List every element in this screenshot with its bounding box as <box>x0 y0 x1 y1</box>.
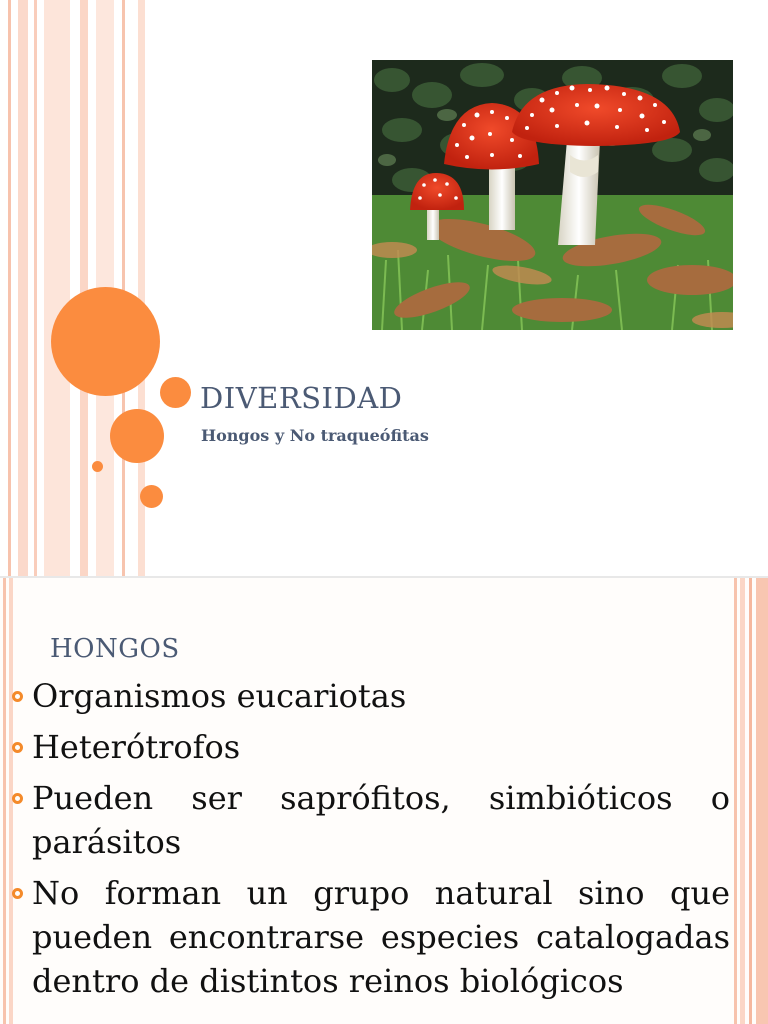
decorative-stripes <box>0 0 150 576</box>
decorative-circle-small <box>160 377 191 408</box>
ring-bullet-icon <box>12 742 23 753</box>
bullet-text: No forman un grupo natural sino que pueden encontrarse especies catalogadas dentro de distintos reinos biológicos <box>32 874 730 1000</box>
bullet-item <box>10 674 730 718</box>
content-slide <box>0 578 768 1024</box>
decorative-circle-large <box>51 287 160 396</box>
bullet-text: Pueden ser saprófitos, simbióticos o parásitos <box>32 779 730 861</box>
mushroom-photo <box>372 60 733 330</box>
decorative-stripes-right <box>734 578 768 1024</box>
slide-subtitle: Hongos y No traqueófitas <box>201 426 429 445</box>
decorative-dot <box>92 461 103 472</box>
bullet-text: Heterótrofos <box>32 728 241 766</box>
slide-title: DIVERSIDAD <box>200 381 403 415</box>
ring-bullet-icon <box>12 793 23 804</box>
bullet-item <box>10 725 730 769</box>
bullet-item <box>10 776 730 864</box>
bullet-item <box>10 871 730 1003</box>
decorative-circle-medium <box>110 409 164 463</box>
section-heading: HONGOS <box>50 634 180 664</box>
bullet-text: Organismos eucariotas <box>32 677 407 715</box>
ring-bullet-icon <box>12 691 23 702</box>
decorative-circle-tiny <box>140 485 163 508</box>
ring-bullet-icon <box>12 888 23 899</box>
bullet-list <box>10 674 730 1010</box>
